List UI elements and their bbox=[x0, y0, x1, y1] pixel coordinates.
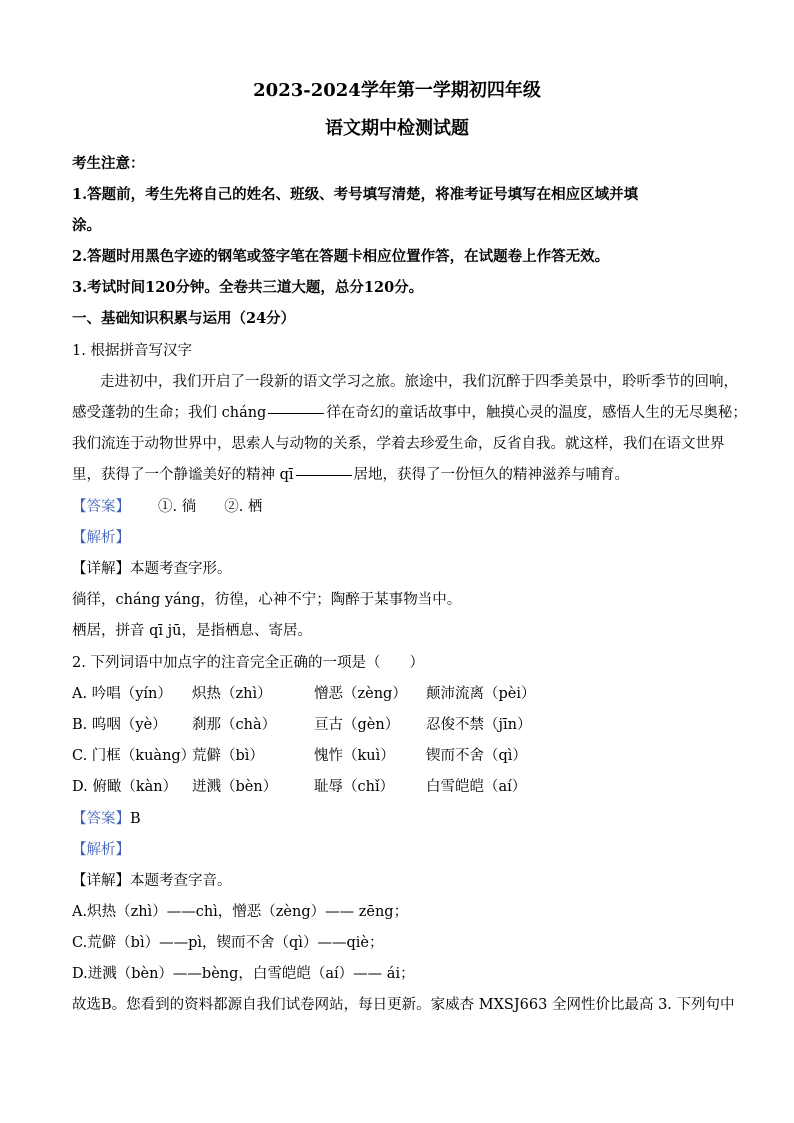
answer-item: ①. 徜 bbox=[158, 499, 197, 515]
q1-explanation: 栖居，拼音 qī jū，是指栖息、寄居。 bbox=[72, 623, 312, 639]
notice-item-1-cont: 涂。 bbox=[72, 217, 101, 234]
detail-tag: 【详解】 bbox=[72, 873, 130, 889]
q2-conclusion: 故选B。您看到的资料都源自我们试卷网站，每日更新。家威杏 MXSJ663 全网性价比最高 3. 下列句中 bbox=[72, 997, 735, 1013]
q2-explanation: A.炽热（zhì）——chì，憎恶（zèng）—— zēng； bbox=[72, 904, 409, 920]
q2-option-c bbox=[72, 744, 527, 765]
exam-subtitle: 语文期中检测试题 bbox=[325, 118, 469, 139]
detail-tag: 【详解】 bbox=[72, 561, 130, 577]
option-term: 忍俊不禁（jīn） bbox=[426, 717, 532, 733]
q1-detail bbox=[72, 557, 232, 578]
option-term: 荒僻（bì） bbox=[192, 748, 264, 764]
q1-answer bbox=[72, 495, 262, 516]
option-term: 颠沛流离（pèi） bbox=[426, 686, 536, 702]
q1-passage-text: 里，获得了一个静谧美好的精神 qī bbox=[72, 467, 294, 483]
option-term: 憎恶（zèng） bbox=[314, 686, 407, 702]
answer-tag: 【答案】 bbox=[72, 811, 130, 827]
section-heading: 一、基础知识积累与运用（24分） bbox=[72, 310, 296, 327]
option-term: 愧怍（kuì） bbox=[314, 748, 395, 764]
q1-explanation: 徜徉，cháng yáng，彷徨，心神不宁；陶醉于某事物当中。 bbox=[72, 592, 462, 608]
detail-text: 本题考查字形。 bbox=[130, 561, 232, 577]
option-term: 炽热（zhì） bbox=[192, 686, 272, 702]
answer-tag: 【答案】 bbox=[72, 499, 130, 515]
q1-passage-text: 徉在奇幻的童话故事中，触摸心灵的温度，感悟人生的无尽奥秘； bbox=[326, 405, 747, 421]
detail-text: 本题考查字音。 bbox=[130, 873, 232, 889]
q1-passage-line: 走进初中，我们开启了一段新的语文学习之旅。旅途中，我们沉醉于四季美景中，聆听季节的回响， bbox=[100, 374, 738, 390]
answer-blank bbox=[268, 412, 324, 414]
q2-option-a bbox=[72, 682, 536, 703]
option-term: B. 呜咽（yè） bbox=[72, 717, 167, 733]
q2-detail bbox=[72, 869, 232, 890]
option-term: 耻辱（chǐ） bbox=[314, 779, 395, 795]
analysis-tag: 【解析】 bbox=[72, 842, 130, 858]
q1-passage-text: 感受蓬勃的生命；我们 cháng bbox=[72, 405, 267, 421]
option-term: C. 门框（kuàng） bbox=[72, 748, 196, 764]
q2-explanation: D.迸溅（bèn）——bèng，白雪皑皑（aí）—— ái； bbox=[72, 966, 415, 982]
q2-answer bbox=[72, 807, 141, 828]
q1-passage-line bbox=[72, 463, 629, 484]
option-term: D. 俯瞰（kàn） bbox=[72, 779, 178, 795]
option-term: 刹那（chà） bbox=[192, 717, 277, 733]
option-term: 亘古（gèn） bbox=[314, 717, 400, 733]
notice-item-1: 1.答题前，考生先将自己的姓名、班级、考号填写清楚，将准考证号填写在相应区域并填 bbox=[72, 186, 639, 203]
notice-item-3: 3.考试时间120分钟。全卷共三道大题，总分120分。 bbox=[72, 279, 424, 296]
answer-blank bbox=[296, 474, 352, 476]
option-term: 锲而不舍（qì） bbox=[426, 748, 527, 764]
analysis-tag: 【解析】 bbox=[72, 530, 130, 546]
q2-stem: 2. 下列词语中加点字的注音完全正确的一项是（ ） bbox=[72, 655, 424, 671]
q2-option-d bbox=[72, 775, 526, 796]
answer-item: ②. 栖 bbox=[224, 499, 263, 515]
q1-passage-line: 我们流连于动物世界中，思索人与动物的关系，学着去珍爱生命，反省自我。就这样，我们在语文世界 bbox=[72, 436, 725, 452]
q1-passage-text: 居地，获得了一份恒久的精神滋养与哺育。 bbox=[353, 467, 630, 483]
notice-heading: 考生注意： bbox=[72, 155, 145, 172]
option-term: A. 吟唱（yín） bbox=[72, 686, 172, 702]
option-term: 白雪皑皑（aí） bbox=[426, 779, 527, 795]
q2-explanation: C.荒僻（bì）——pì，锲而不舍（qì）——qiè； bbox=[72, 935, 384, 951]
option-term: 迸溅（bèn） bbox=[192, 779, 278, 795]
q1-stem: 1. 根据拼音写汉字 bbox=[72, 343, 192, 359]
answer-value: B bbox=[130, 811, 141, 827]
q1-passage-line bbox=[72, 401, 747, 422]
exam-title: 2023-2024学年第一学期初四年级 bbox=[253, 80, 541, 101]
q2-option-b bbox=[72, 713, 531, 734]
notice-item-2: 2.答题时用黑色字迹的钢笔或签字笔在答题卡相应位置作答，在试题卷上作答无效。 bbox=[72, 248, 610, 265]
